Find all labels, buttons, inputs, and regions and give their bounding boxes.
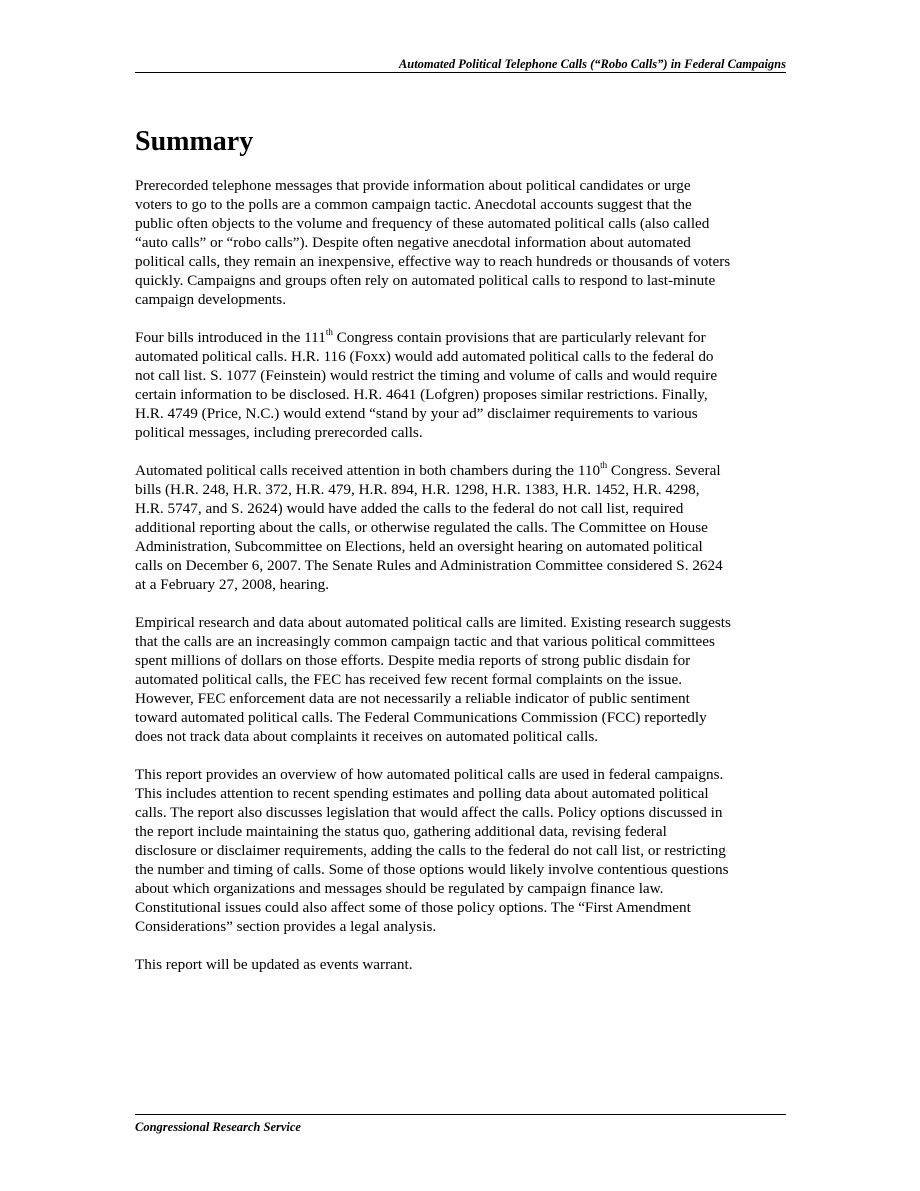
text-line: Prerecorded telephone messages that provide information about political candidates or urge [135,177,691,194]
text-line: political calls, they remain an inexpensive, effective way to reach hundreds or thousands of voters [135,253,731,270]
page-title: Summary [135,126,254,157]
paragraph-1 [135,176,795,309]
text-line: However, FEC enforcement data are not necessarily a reliable indicator of public sentiment [135,690,690,707]
text-line: that the calls are an increasingly common campaign tactic and that various political committees [135,633,715,650]
text-line: political messages, including prerecorded calls. [135,424,423,441]
text-line: campaign developments. [135,291,286,308]
text-line: This report will be updated as events warrant. [135,956,413,973]
text-line: Empirical research and data about automated political calls are limited. Existing research suggests [135,614,731,631]
text-line: This includes attention to recent spending estimates and polling data about automated political [135,785,709,802]
text-line: does not track data about complaints it receives on automated political calls. [135,728,599,745]
text-run: Congress. Several [607,462,721,479]
paragraph-5 [135,765,795,936]
text-line: “auto calls” or “robo calls”). Despite often negative anecdotal information about automated [135,234,691,251]
text-line: the number and timing of calls. Some of those options would likely involve contentious questions [135,861,729,878]
text-run: Four bills introduced in the 111 [135,329,326,346]
text-line: H.R. 4749 (Price, N.C.) would extend “stand by your ad” disclaimer requirements to various [135,405,698,422]
text-line: automated political calls. H.R. 116 (Foxx) would add automated political calls to the federal do [135,348,714,365]
text-line: spent millions of dollars on those efforts. Despite media reports of strong public disdain for [135,652,691,669]
text-line: bills (H.R. 248, H.R. 372, H.R. 479, H.R. 894, H.R. 1298, H.R. 1383, H.R. 1452, H.R. 4298, [135,481,700,498]
paragraph-4 [135,613,795,746]
paragraph-3 [135,461,795,594]
text-run: Automated political calls received attention in both chambers during the 110 [135,462,601,479]
text-line: calls. The report also discusses legislation that would affect the calls. Policy options discussed in [135,804,723,821]
text-line: toward automated political calls. The Federal Communications Commission (FCC) reportedly [135,709,707,726]
text-line: the report include maintaining the status quo, gathering additional data, revising federal [135,823,667,840]
text-line: certain information to be disclosed. H.R. 4641 (Lofgren) proposes similar restrictions. Finally, [135,386,708,403]
text-line: additional reporting about the calls, or otherwise regulated the calls. The Committee on House [135,519,708,536]
running-footer: Congressional Research Service [135,1120,301,1134]
ordinal-suffix: th [600,459,608,470]
text-line: This report provides an overview of how automated political calls are used in federal campaigns. [135,766,724,783]
text-run: Congress contain provisions that are particularly relevant for [332,329,706,346]
text-line: Considerations” section provides a legal analysis. [135,918,437,935]
text-line: about which organizations and messages should be regulated by campaign finance law. [135,880,664,897]
summary-body [135,176,795,993]
text-line: Administration, Subcommittee on Elections, held an oversight hearing on automated political [135,538,703,555]
text-line [135,328,795,347]
text-line: H.R. 5747, and S. 2624) would have added the calls to the federal do not call list, required [135,500,684,517]
paragraph-2 [135,328,795,442]
running-header: Automated Political Telephone Calls (“Robo Calls”) in Federal Campaigns [398,57,786,71]
text-line: automated political calls, the FEC has received few recent formal complaints on the issue. [135,671,682,688]
ordinal-suffix: th [325,326,333,337]
footer-rule [135,1114,786,1115]
text-line [135,461,795,480]
paragraph-6 [135,955,795,974]
header-rule [135,72,786,73]
text-line: disclosure or disclaimer requirements, adding the calls to the federal do not call list, or restricting [135,842,726,859]
text-line: Constitutional issues could also affect some of those policy options. The “First Amendment [135,899,691,916]
text-line: at a February 27, 2008, hearing. [135,576,330,593]
text-line: voters to go to the polls are a common campaign tactic. Anecdotal accounts suggest that the [135,196,692,213]
text-line: not call list. S. 1077 (Feinstein) would restrict the timing and volume of calls and would require [135,367,718,384]
text-line: public often objects to the volume and frequency of these automated political calls (also called [135,215,710,232]
text-line: calls on December 6, 2007. The Senate Rules and Administration Committee considered S. 2624 [135,557,723,574]
text-line: quickly. Campaigns and groups often rely on automated political calls to respond to last-minute [135,272,716,289]
